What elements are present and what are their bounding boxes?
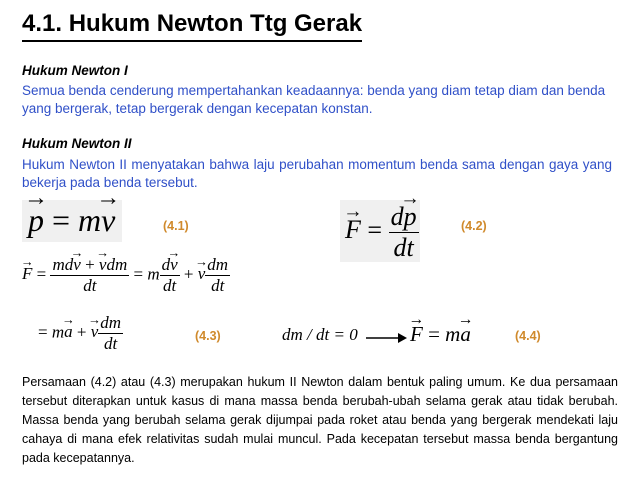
- eq4-formula: → F = m→ a: [410, 322, 471, 347]
- eq1-formula: → p = m→ v: [28, 202, 115, 239]
- section2-text: Hukum Newton II menyatakan bahwa laju perubahan momentum benda sama dengan gaya yang bekerja pada benda tersebut.: [22, 157, 612, 190]
- eq2-label: (4.2): [461, 219, 487, 233]
- section1-text: Semua benda cenderung mempertahankan keadaannya: benda yang diam tetap diam dan benda yang bergerak, tetap bergerak dengan kecepatan konstan.: [22, 83, 606, 116]
- eq1-label: (4.1): [163, 219, 189, 233]
- eq-expand-formula: → F = $\frac{\text{md→ v + → vdm}}{dt}$ = m $\frac{d\to v}{dt}$ + → v $\frac{dm}{dt}$: [22, 255, 230, 296]
- bottom-paragraph: Persamaan (4.2) atau (4.3) merupakan hukum II Newton dalam bentuk paling umum. Ke dua persamaan tersebut diterapkan untuk kasus di mana massa benda berubah-ubah selama gerak atau tidak berubah. Massa benda yang berubah selama gerak dijumpai pada roket atau benda yang bergerak mendekati laju cahaya di mana efek relativitas sudah mulai muncul. Pada kecepatan tersebut massa benda bergantung pada kecepatannya.: [22, 375, 618, 465]
- eq3-label: (4.3): [195, 329, 221, 343]
- section1-heading: Hukum Newton I: [22, 63, 128, 78]
- eq4-condition: dm / dt = 0: [282, 325, 358, 344]
- page-title: 4.1. Hukum Newton Ttg Gerak: [22, 10, 362, 42]
- eq2-formula: → F = $\frac{d\to p}{dt}$: [345, 202, 419, 263]
- implies-arrow-icon: [366, 331, 408, 345]
- eq3-formula: = m→ a + → v $\frac{dm}{dt}$: [38, 313, 123, 354]
- eq4-label: (4.4): [515, 329, 541, 343]
- section2-heading: Hukum Newton II: [22, 136, 132, 151]
